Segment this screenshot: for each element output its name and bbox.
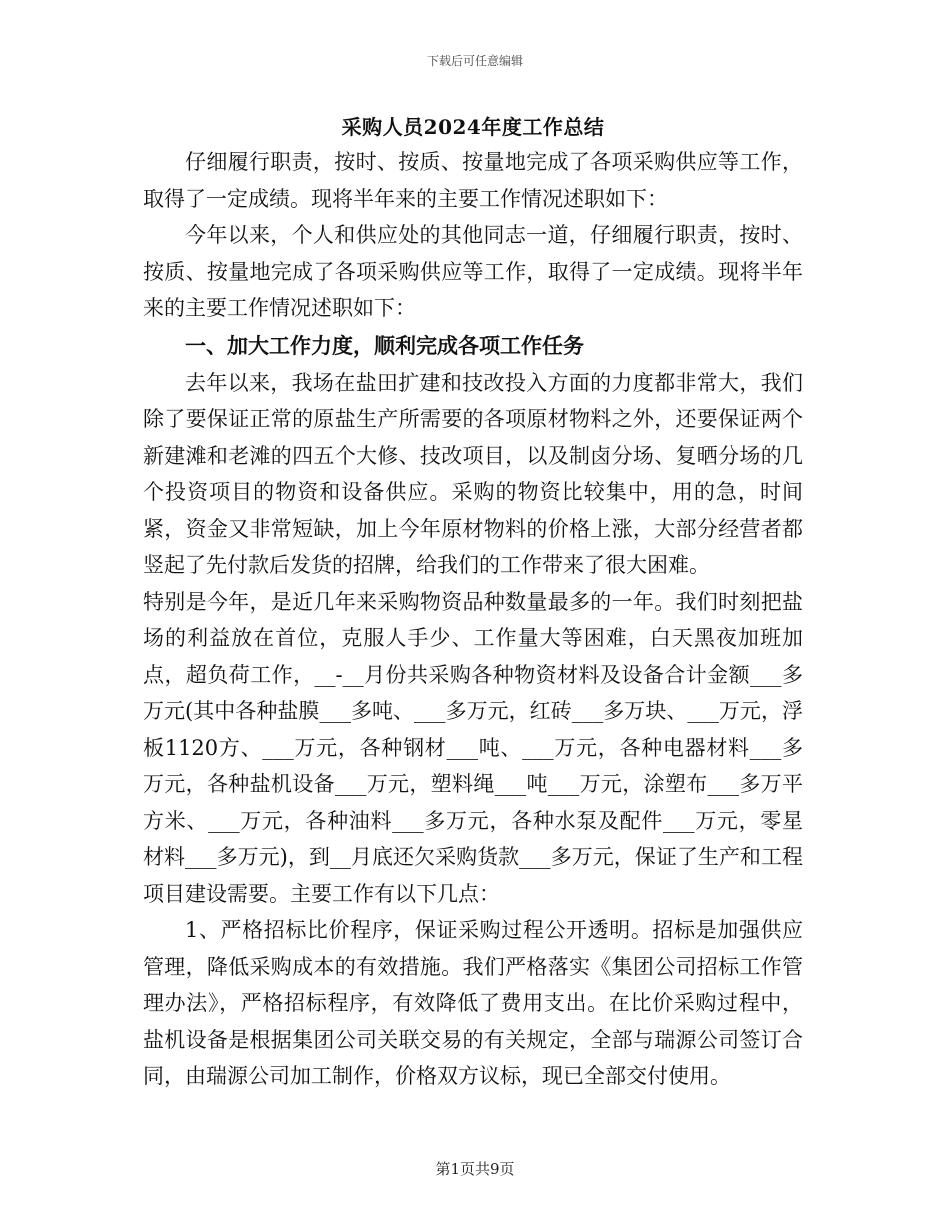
section-paragraph: 去年以来，我场在盐田扩建和技改投入方面的力度都非常大，我们除了要保证正常的原盐生产所需要的各项原材物料之外，还要保证两个新建滩和老滩的四五个大修、技改项目，以及制卤分场、复晒分场的几个投资项目的物资和设备供应。采购的物资比较集中，用的急，时间紧，资金又非常短缺，加上今年原材物料的价格上涨，大部分经营者都竖起了先付款后发货的招牌，给我们的工作带来了很大困难。 [143, 370, 803, 577]
document-body [143, 110, 803, 1095]
section-paragraph: 特别是今年，是近几年来采购物资品种数量最多的一年。我们时刻把盐场的利益放在首位，克服人手少、工作量大等困难，白天黑夜加班加点，超负荷工作，__-__月份共采购各种物资材料及设备合计金额___多万元(其中各种盐膜___多吨、___多万元，红砖___多万块、___万元，浮板1120方、___万元，各种钢材___吨、___万元，各种电器材料___多万元，各种盐机设备___万元，塑料绳___吨___万元，涂塑布___多万平方米、___万元，各种油料___多万元，各种水泵及配件___万元，零星材料___多万元)，到__月底还欠采购货款___多万元，保证了生产和工程项目建设需要。主要工作有以下几点： [143, 589, 803, 906]
document-title: 采购人员2024年度工作总结 [341, 115, 605, 139]
section-heading: 一、加大工作力度，顺利完成各项工作任务 [185, 332, 584, 358]
page-footer: 第1页共9页 [435, 1160, 515, 1178]
body-paragraph: 今年以来，个人和供应处的其他同志一道，仔细履行职责，按时、按质、按量地完成了各项采购供应等工作，取得了一定成绩。现将半年来的主要工作情况述职如下： [143, 223, 803, 320]
page-header: 下载后可任意编辑 [426, 54, 523, 68]
body-paragraph: 仔细履行职责，按时、按质、按量地完成了各项采购供应等工作，取得了一定成绩。现将半年来的主要工作情况述职如下： [143, 150, 803, 211]
section-paragraph: 1、严格招标比价程序，保证采购过程公开透明。招标是加强供应管理，降低采购成本的有效措施。我们严格落实《集团公司招标工作管理办法》，严格招标程序，有效降低了费用支出。在比价采购过程中，盐机设备是根据集团公司关联交易的有关规定，全部与瑞源公司签订合同，由瑞源公司加工制作，价格双方议标，现已全部交付使用。 [143, 918, 803, 1088]
